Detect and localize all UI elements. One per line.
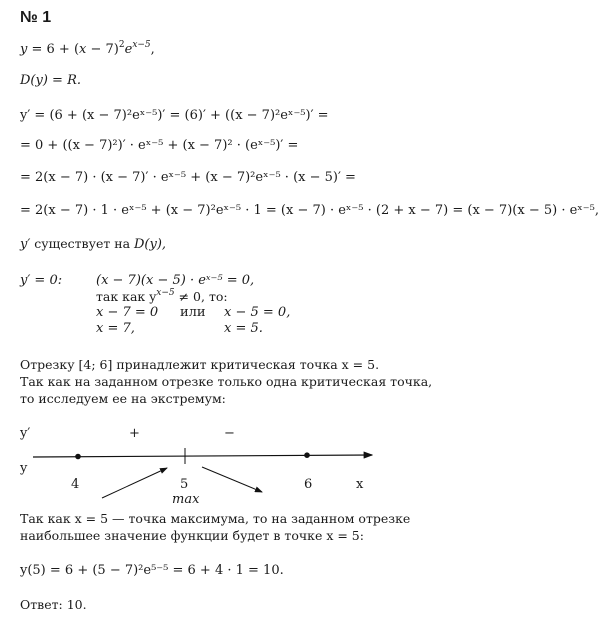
evaluation-line: y(5) = 6 + (5 − 7)²e⁵⁻⁵ = 6 + 4 · 1 = 10.	[20, 563, 284, 578]
axis-line	[33, 455, 372, 457]
right-equation-text: x − 5 = 0,	[224, 305, 291, 320]
eq-part: − 7)	[86, 42, 119, 57]
y-prime: y′	[20, 237, 31, 252]
point-4-dot	[75, 454, 81, 460]
tick-label-6: 6	[304, 477, 313, 492]
increasing-arrow	[102, 468, 167, 498]
e-symbol: e	[124, 42, 133, 57]
derivation-line-4: = 2(x − 7) · 1 · eˣ⁻⁵ + (x − 7)²eˣ⁻⁵ · 1 = (x − 7) · eˣ⁻⁵ · (2 + x − 7) = (x − 7)(x − 5) · eˣ⁻⁵,	[20, 203, 599, 218]
tick-label-5: 5	[180, 477, 189, 492]
eq-part: = 6 + (	[27, 42, 80, 57]
critical-equation-text: (x − 7)(x − 5) · eˣ⁻⁵ = 0,	[96, 273, 255, 288]
paragraph1-line-3: то исследуем ее на экстремум:	[20, 391, 226, 406]
derivation-line-3: = 2(x − 7) · (x − 7)′ · eˣ⁻⁵ + (x − 7)²eˣ⁻⁵ · (x − 5)′ =	[20, 170, 356, 185]
exponent: x−5	[132, 40, 151, 50]
paragraph1-line-2: Так как на заданном отрезке только одна критическая точка,	[20, 374, 433, 389]
since-suffix: ≠ 0, то:	[174, 289, 228, 304]
tick-label-4: 4	[71, 477, 80, 492]
right-solution-text: x = 5.	[224, 321, 263, 336]
since-exponent: x−5	[156, 288, 175, 298]
problem-title: № 1	[20, 9, 52, 26]
sign-plus: +	[129, 426, 140, 441]
point-6-dot	[304, 452, 310, 458]
max-label	[172, 492, 199, 508]
domain-text: D(y) = R.	[20, 73, 81, 88]
decreasing-arrow	[202, 467, 262, 492]
derivative-row-label: y′	[20, 426, 31, 441]
max-label-text: max	[172, 492, 200, 507]
left-equation-text: x − 7 = 0	[96, 305, 159, 320]
square-exponent: 2	[118, 40, 125, 50]
sign-minus: −	[224, 426, 235, 441]
left-solution-text: x = 7,	[96, 321, 135, 336]
x-symbol: x	[79, 42, 87, 57]
paragraph2-line-1: Так как x = 5 — точка максимума, то на заданном отрезке	[20, 511, 411, 526]
comma: ,	[150, 42, 155, 57]
derivation-line-2: = 0 + ((x − 7)²)′ · eˣ⁻⁵ + (x − 7)² · (eˣ⁻⁵)′ =	[20, 138, 299, 153]
or-word: или	[180, 305, 206, 320]
derivation-line-1: y′ = (6 + (x − 7)²eˣ⁻⁵)′ = (6)′ + ((x − 7)²eˣ⁻⁵)′ =	[20, 108, 329, 123]
function-row-label: y	[20, 461, 28, 476]
paragraph1-line-1: Отрезку [4; 6] принадлежит критическая точка x = 5.	[20, 357, 380, 372]
answer-line: Ответ: 10.	[20, 597, 87, 612]
domain-ref: D(y),	[134, 237, 167, 252]
axis-label-x: x	[356, 477, 364, 492]
exists-text: существует на	[30, 236, 134, 251]
paragraph2-line-2: наибольшее значение функции будет в точке x = 5:	[20, 528, 364, 543]
critical-label-text: y′ = 0:	[20, 273, 63, 288]
y-symbol: y	[20, 42, 28, 57]
since-prefix: так как y	[96, 289, 157, 304]
